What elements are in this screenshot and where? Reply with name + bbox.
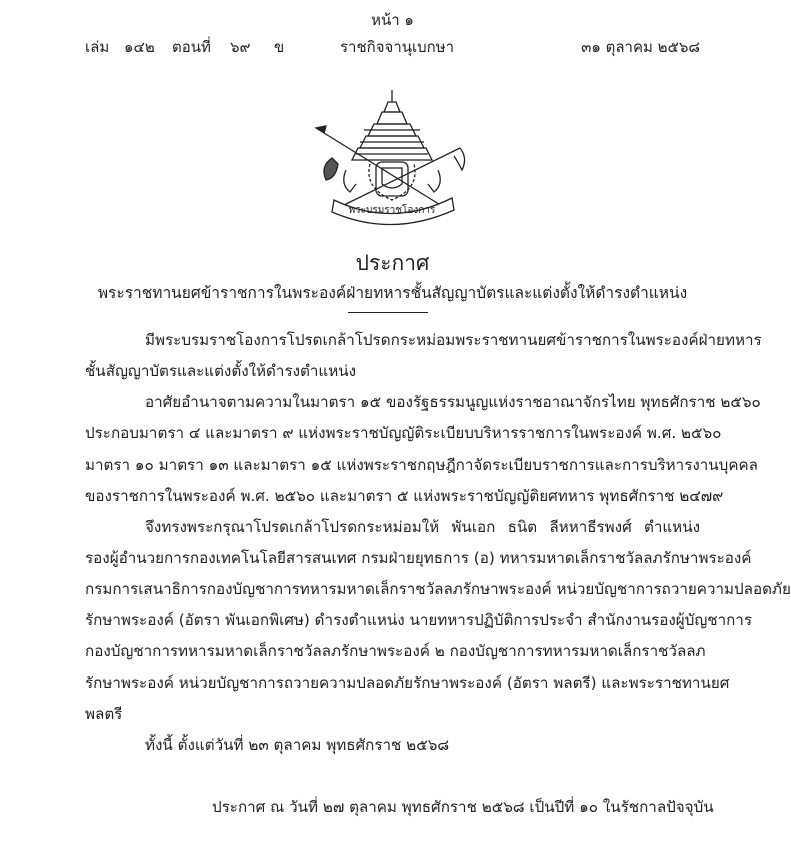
closing-date-line: ประกาศ ณ วันที่ ๒๗ ตุลาคม พุทธศักราช ๒๕๖๘ เป็นปีที่ ๑๐ ในรัชกาลปัจจุบัน	[212, 798, 714, 816]
body-line: รองผู้อำนวยการกองเทคโนโลยีสารสนเทศ กรมฝ่ายยุทธการ (อ) ทหารมหาดเล็กราชวัลลภรักษาพระองค์	[85, 548, 752, 567]
body-line: พลตรี	[85, 704, 123, 723]
body-line: รักษาพระองค์ (อัตรา พันเอกพิเศษ) ดำรงตำแหน่ง นายทหารปฏิบัติการประจำ สำนักงานรองผู้บัญชาการ	[85, 611, 752, 630]
document-title: ประกาศ	[355, 251, 430, 275]
volume-label: เล่ม	[85, 38, 110, 56]
document-subtitle: พระราชทานยศข้าราชการในพระองค์ฝ่ายทหารชั้นสัญญาบัตรและแต่งตั้งให้ดำรงตำแหน่ง	[97, 284, 688, 302]
royal-emblem-icon	[312, 88, 472, 223]
body-line: รักษาพระองค์ หน่วยบัญชาการถวายความปลอดภัยรักษาพระองค์ (อัตรา พลตรี) และพระราชทานยศ	[85, 673, 730, 692]
publication-date: ๓๑ ตุลาคม ๒๕๖๘	[581, 38, 700, 56]
section-type: ข	[274, 38, 285, 56]
body-line: กองบัญชาการทหารมหาดเล็กราชวัลลภรักษาพระองค์ ๒ กองบัญชาการทหารมหาดเล็กราชวัลลภ	[85, 642, 706, 661]
body-line: กรมการเสนาธิการกองบัญชาการทหารมหาดเล็กราชวัลลภรักษาพระองค์ หน่วยบัญชาการถวายความปลอดภัย	[85, 580, 791, 599]
page-number: หน้า ๑	[371, 11, 414, 29]
body-line: มาตรา ๑๐ มาตรา ๑๓ และมาตรา ๑๕ แห่งพระราชกฤษฎีกาจัดระเบียบราชการและการบริหารงานบุคคล	[85, 455, 758, 474]
svg-text:พระบรมราชโองการ: พระบรมราชโองการ	[348, 205, 436, 216]
body-line: จึงทรงพระกรุณาโปรดเกล้าโปรดกระหม่อมให้ พันเอก ธนิต ลีหหาธีรพงศ์ ตำแหน่ง	[145, 517, 700, 536]
body-line: ชั้นสัญญาบัตรและแต่งตั้งให้ดำรงตำแหน่ง	[85, 362, 357, 381]
gazette-header	[0, 35, 785, 57]
body-line: อาศัยอำนาจตามความในมาตรา ๑๕ ของรัฐธรรมนูญแห่งราชอาณาจักรไทย พุทธศักราช ๒๕๖๐	[145, 393, 761, 412]
body-line: มีพระบรมราชโองการโปรดเกล้าโปรดกระหม่อมพระราชทานยศข้าราชการในพระองค์ฝ่ายทหาร	[145, 331, 762, 349]
section-label: ตอนที่	[172, 38, 211, 56]
body-line: ของราชการในพระองค์ พ.ศ. ๒๕๖๐ และมาตรา ๕ แห่งพระราชบัญญัติยศทหาร พุทธศักราช ๒๔๗๙	[85, 486, 724, 505]
title-divider	[348, 312, 428, 313]
publication-name: ราชกิจจานุเบกษา	[340, 38, 455, 56]
volume-number: ๑๔๒	[124, 38, 155, 56]
document-body	[85, 325, 791, 761]
section-number: ๖๙	[230, 38, 251, 56]
body-line: ประกอบมาตรา ๔ และมาตรา ๙ แห่งพระราชบัญญัติระเบียบบริหารราชการในพระองค์ พ.ศ. ๒๕๖๐	[85, 424, 722, 443]
effective-date-line: ทั้งนี้ ตั้งแต่วันที่ ๒๓ ตุลาคม พุทธศักราช ๒๕๖๘	[145, 735, 450, 754]
